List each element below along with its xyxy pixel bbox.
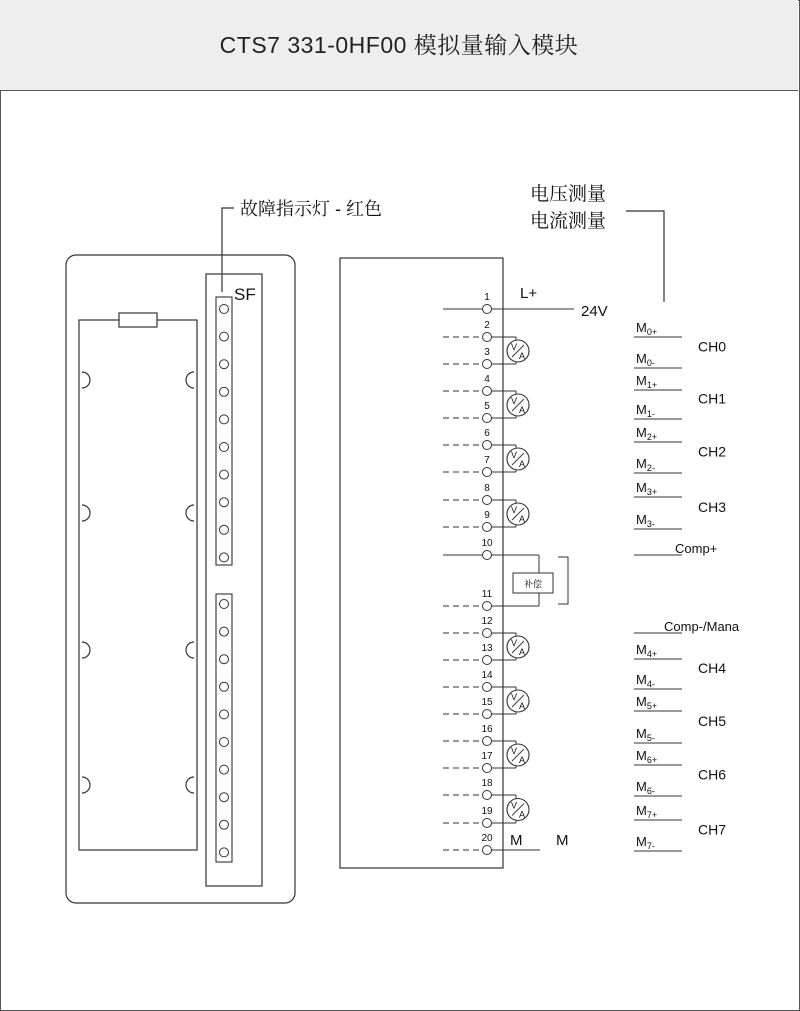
channel-ch0: [634, 320, 726, 368]
channel-plus-subscript: 5+: [646, 701, 658, 711]
hinge-mark: [186, 777, 194, 793]
status-led: [220, 627, 229, 636]
meter-v-symbol: V: [510, 746, 518, 756]
status-led: [220, 525, 229, 534]
status-led: [220, 710, 229, 719]
channel-minus-label: $M_{7-}$: [636, 834, 655, 851]
status-led: [220, 498, 229, 507]
terminal-point: [483, 710, 492, 719]
terminal-point: [483, 791, 492, 800]
channel-plus-subscript: 6+: [646, 755, 658, 765]
channel-name: CH1: [698, 390, 727, 407]
wiring-box: [340, 258, 503, 868]
door-latch: [119, 313, 157, 327]
channel-name: CH2: [698, 443, 727, 460]
channel-plus-label: $M_{6+}$: [636, 748, 658, 765]
channel-ch1: [634, 373, 726, 419]
channel-plus-subscript: 3+: [646, 487, 658, 497]
meter-a-symbol: A: [518, 809, 526, 820]
terminal-number: 6: [484, 428, 490, 439]
status-led: [220, 332, 229, 341]
comp-bracket: [558, 557, 568, 604]
channel-plus-label: $M_{0+}$: [636, 320, 658, 337]
terminal-number: 13: [481, 643, 493, 654]
module-housing: [66, 255, 295, 903]
terminal-point: [483, 414, 492, 423]
comp-plus-label: Comp+: [675, 541, 718, 556]
status-led: [220, 415, 229, 424]
channel-minus-subscript: 1-: [646, 409, 655, 419]
channel-minus-label: $M_{5-}$: [636, 726, 655, 743]
channel-name: CH3: [698, 499, 727, 515]
terminal-number: 2: [484, 320, 490, 331]
status-led: [220, 765, 229, 774]
terminal-number: 19: [481, 806, 493, 817]
channel-plus-subscript: 7+: [646, 810, 658, 820]
module-front-panel: [66, 255, 295, 903]
terminal-point: [483, 819, 492, 828]
meter-v-symbol: V: [510, 638, 518, 648]
terminal-point: [483, 387, 492, 396]
meter-v-symbol: V: [510, 505, 518, 515]
channel-ch7: [634, 803, 726, 851]
meter-a-symbol: A: [518, 701, 526, 711]
channel-plus-subscript: 4+: [646, 649, 658, 659]
channel-minus-subscript: 2-: [646, 463, 655, 473]
channel-minus-subscript: 6-: [646, 786, 655, 796]
v24-label: 24V: [581, 303, 608, 320]
channel-ch5: [634, 694, 726, 743]
terminal-point: [483, 683, 492, 692]
status-led: [220, 443, 229, 452]
terminal-point: [483, 551, 492, 560]
comp-mana-label: Comp-/Mana: [664, 619, 740, 634]
channel-plus-label: $M_{2+}$: [636, 425, 658, 442]
channel-minus-label: $M_{2-}$: [636, 456, 655, 473]
terminal-number: 8: [484, 483, 490, 494]
comp-external-labels: [634, 541, 740, 634]
status-led: [220, 738, 229, 747]
channel-minus-subscript: 3-: [646, 519, 655, 529]
sf-label: SF: [234, 285, 256, 304]
led-column-frame: [216, 594, 232, 862]
terminal-point: [483, 360, 492, 369]
terminal-point: [483, 656, 492, 665]
channel-minus-subscript: 0-: [646, 358, 655, 368]
terminal-number: 9: [484, 510, 490, 521]
channel-name: CH4: [698, 660, 727, 676]
channel-name: CH0: [698, 338, 727, 355]
channel-labels: [634, 320, 726, 851]
terminal-number: 16: [481, 724, 493, 735]
channel-minus-label: $M_{4-}$: [636, 672, 655, 689]
terminal-number: 14: [481, 670, 493, 681]
meter-v-symbol: V: [510, 396, 518, 406]
fault-led-leader: [222, 208, 234, 292]
status-led: [220, 470, 229, 479]
l-plus-label: L+: [520, 285, 538, 302]
status-led: [220, 360, 229, 369]
channel-minus-label: $M_{3-}$: [636, 512, 655, 529]
channel-ch4: [634, 642, 726, 689]
terminal-number: 1: [484, 292, 490, 303]
channel-ch2: [634, 425, 726, 473]
channel-name: CH5: [698, 713, 727, 729]
channel-plus-label: $M_{7+}$: [636, 803, 658, 820]
channel-minus-subscript: 4-: [646, 679, 655, 689]
terminal-number: 18: [481, 778, 493, 789]
terminal-strip: [206, 274, 262, 886]
status-led: [220, 387, 229, 396]
status-led: [220, 682, 229, 691]
m-inner-label: M: [510, 832, 523, 849]
terminal-point: [483, 333, 492, 342]
meter-a-symbol: A: [518, 514, 526, 524]
hinge-mark: [82, 642, 90, 658]
meter-a-symbol: A: [518, 647, 526, 657]
led-column-upper: [216, 297, 232, 565]
fault-led-label: 故障指示灯 - 红色: [240, 199, 382, 219]
hinge-mark: [82, 777, 90, 793]
terminal-number: 3: [484, 347, 490, 358]
terminal-point: [483, 305, 492, 314]
status-led: [220, 848, 229, 857]
terminal-point: [483, 764, 492, 773]
terminal-number: 10: [481, 538, 493, 549]
terminal-number: 5: [484, 401, 490, 412]
channel-minus-subscript: 7-: [646, 841, 655, 851]
terminal-group: [443, 292, 574, 855]
channel-ch3: [634, 480, 726, 529]
terminal-point: [483, 629, 492, 638]
hinge-mark: [82, 372, 90, 388]
measure-leader: [626, 211, 664, 302]
channel-minus-label: $M_{1-}$: [636, 402, 655, 419]
status-led: [220, 600, 229, 609]
page-title: CTS7 331-0HF00 模拟量输入模块: [219, 32, 579, 58]
terminal-number: 11: [481, 589, 493, 600]
meter-v-symbol: V: [510, 692, 518, 702]
current-measure-label: 电流测量: [530, 211, 607, 232]
status-led: [220, 553, 229, 562]
front-door: [79, 320, 197, 850]
hinge-mark: [186, 372, 194, 388]
channel-plus-label: $M_{4+}$: [636, 642, 658, 659]
channel-ch6: [634, 748, 726, 796]
hinge-mark: [82, 505, 90, 521]
status-led: [220, 820, 229, 829]
terminal-point: [483, 441, 492, 450]
hinge-mark: [186, 642, 194, 658]
channel-plus-subscript: 2+: [646, 432, 658, 442]
meter-a-symbol: A: [518, 459, 526, 469]
terminal-point: [483, 496, 492, 505]
channel-plus-subscript: 1+: [646, 380, 658, 390]
terminal-number: 4: [484, 374, 490, 385]
terminal-number: 20: [481, 833, 493, 844]
m-outer-label: M: [556, 832, 569, 849]
terminal-number: 15: [481, 697, 493, 708]
led-column-lower: [216, 594, 232, 862]
channel-plus-label: $M_{3+}$: [636, 480, 658, 497]
meter-a-symbol: A: [518, 405, 526, 415]
channel-plus-label: $M_{1+}$: [636, 373, 658, 390]
channel-minus-label: $M_{0-}$: [636, 351, 655, 368]
voltage-measure-label: 电压测量: [530, 184, 607, 205]
channel-plus-subscript: 0+: [646, 327, 658, 337]
channel-name: CH6: [698, 766, 727, 783]
terminal-point: [483, 602, 492, 611]
status-led: [220, 655, 229, 664]
meter-v-symbol: V: [510, 800, 518, 811]
meter-a-symbol: A: [518, 351, 526, 361]
terminal-point: [483, 846, 492, 855]
channel-name: CH7: [698, 821, 727, 838]
terminal-number: 7: [484, 455, 490, 466]
channel-minus-label: $M_{6-}$: [636, 779, 655, 796]
channel-plus-label: $M_{5+}$: [636, 694, 658, 711]
status-led: [220, 793, 229, 802]
channel-minus-subscript: 5-: [646, 733, 655, 743]
meter-v-symbol: V: [510, 450, 518, 460]
terminal-point: [483, 737, 492, 746]
terminal-number: 12: [481, 616, 493, 627]
compensation-label: 补偿: [523, 579, 543, 589]
hinge-mark: [186, 505, 194, 521]
terminal-number: 17: [481, 751, 493, 762]
terminal-point: [483, 523, 492, 532]
meter-a-symbol: A: [518, 755, 526, 765]
terminal-point: [483, 468, 492, 477]
status-led: [220, 305, 229, 314]
meter-v-symbol: V: [510, 342, 518, 352]
